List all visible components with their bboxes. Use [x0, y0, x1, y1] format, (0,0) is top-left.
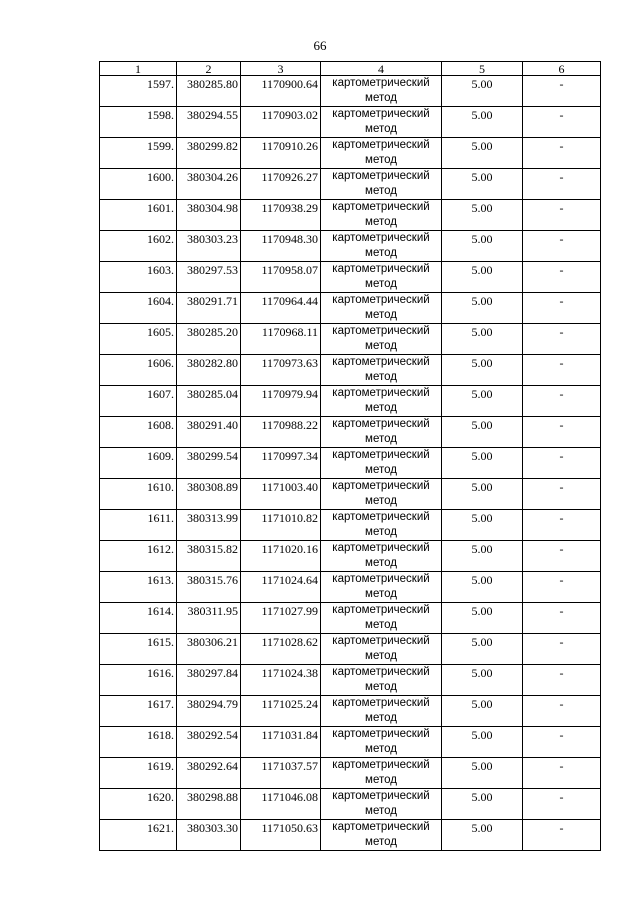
method-cell — [321, 696, 442, 727]
table-row — [100, 324, 601, 355]
method-cell — [321, 603, 442, 634]
accuracy-cell: 5.00 — [442, 262, 523, 293]
accuracy-cell: 5.00 — [442, 727, 523, 758]
x-coordinate-cell: 380282.80 — [177, 355, 241, 386]
x-coordinate-cell: 380297.84 — [177, 665, 241, 696]
method-line-1: картометрический — [332, 511, 430, 523]
note-cell: - — [523, 231, 601, 262]
method-line-1: картометрический — [332, 542, 430, 554]
point-number-cell: 1597. — [100, 76, 177, 107]
method-line-1: картометрический — [332, 480, 430, 492]
y-coordinate-cell: 1171028.62 — [241, 634, 321, 665]
accuracy-cell: 5.00 — [442, 386, 523, 417]
method-line-2: метод — [365, 464, 397, 476]
accuracy-cell: 5.00 — [442, 355, 523, 386]
method-line-2: метод — [365, 588, 397, 600]
method-line-2: метод — [365, 495, 397, 507]
method-cell — [321, 386, 442, 417]
accuracy-cell: 5.00 — [442, 820, 523, 851]
point-number-cell: 1614. — [100, 603, 177, 634]
x-coordinate-cell: 380298.88 — [177, 789, 241, 820]
method-line-1: картометрический — [332, 697, 430, 709]
method-line-2: метод — [365, 650, 397, 662]
table-row — [100, 386, 601, 417]
point-number-cell: 1612. — [100, 541, 177, 572]
note-cell: - — [523, 727, 601, 758]
x-coordinate-cell: 380294.55 — [177, 107, 241, 138]
accuracy-cell: 5.00 — [442, 572, 523, 603]
method-cell — [321, 417, 442, 448]
method-line-2: метод — [365, 340, 397, 352]
y-coordinate-cell: 1170979.94 — [241, 386, 321, 417]
table-row — [100, 262, 601, 293]
method-line-1: картометрический — [332, 418, 430, 430]
point-number-cell: 1617. — [100, 696, 177, 727]
y-coordinate-cell: 1171031.84 — [241, 727, 321, 758]
table-row — [100, 448, 601, 479]
y-coordinate-cell: 1171003.40 — [241, 479, 321, 510]
accuracy-cell: 5.00 — [442, 169, 523, 200]
method-line-1: картометрический — [332, 263, 430, 275]
table-row — [100, 541, 601, 572]
method-line-1: картометрический — [332, 139, 430, 151]
note-cell: - — [523, 293, 601, 324]
method-line-1: картометрический — [332, 635, 430, 647]
method-line-1: картометрический — [332, 77, 430, 89]
note-cell: - — [523, 541, 601, 572]
x-coordinate-cell: 380303.30 — [177, 820, 241, 851]
method-cell — [321, 479, 442, 510]
method-line-2: метод — [365, 433, 397, 445]
note-cell: - — [523, 417, 601, 448]
y-coordinate-cell: 1171037.57 — [241, 758, 321, 789]
y-coordinate-cell: 1171027.99 — [241, 603, 321, 634]
table-row — [100, 479, 601, 510]
y-coordinate-cell: 1171020.16 — [241, 541, 321, 572]
method-line-1: картометрический — [332, 294, 430, 306]
point-number-cell: 1599. — [100, 138, 177, 169]
method-cell — [321, 107, 442, 138]
y-coordinate-cell: 1170973.63 — [241, 355, 321, 386]
note-cell: - — [523, 76, 601, 107]
note-cell: - — [523, 169, 601, 200]
accuracy-cell: 5.00 — [442, 76, 523, 107]
method-cell — [321, 634, 442, 665]
method-cell — [321, 200, 442, 231]
table-row — [100, 107, 601, 138]
point-number-cell: 1609. — [100, 448, 177, 479]
table-row — [100, 696, 601, 727]
point-number-cell: 1613. — [100, 572, 177, 603]
y-coordinate-cell: 1170938.29 — [241, 200, 321, 231]
point-number-cell: 1600. — [100, 169, 177, 200]
accuracy-cell: 5.00 — [442, 231, 523, 262]
method-line-1: картометрический — [332, 356, 430, 368]
accuracy-cell: 5.00 — [442, 789, 523, 820]
x-coordinate-cell: 380306.21 — [177, 634, 241, 665]
column-header-6: 6 — [523, 62, 601, 76]
method-line-1: картометрический — [332, 666, 430, 678]
note-cell: - — [523, 262, 601, 293]
note-cell: - — [523, 138, 601, 169]
method-line-2: метод — [365, 836, 397, 848]
y-coordinate-cell: 1171046.08 — [241, 789, 321, 820]
accuracy-cell: 5.00 — [442, 417, 523, 448]
page-number: 66 — [313, 38, 327, 53]
method-cell — [321, 231, 442, 262]
method-cell — [321, 76, 442, 107]
method-cell — [321, 820, 442, 851]
accuracy-cell: 5.00 — [442, 510, 523, 541]
table-row — [100, 510, 601, 541]
method-cell — [321, 355, 442, 386]
accuracy-cell: 5.00 — [442, 634, 523, 665]
accuracy-cell: 5.00 — [442, 200, 523, 231]
method-line-1: картометрический — [332, 325, 430, 337]
x-coordinate-cell: 380285.04 — [177, 386, 241, 417]
x-coordinate-cell: 380308.89 — [177, 479, 241, 510]
y-coordinate-cell: 1170910.26 — [241, 138, 321, 169]
point-number-cell: 1607. — [100, 386, 177, 417]
method-line-2: метод — [365, 278, 397, 290]
coordinates-table — [99, 61, 601, 851]
note-cell: - — [523, 386, 601, 417]
note-cell: - — [523, 510, 601, 541]
y-coordinate-cell: 1170958.07 — [241, 262, 321, 293]
table-row — [100, 76, 601, 107]
point-number-cell: 1598. — [100, 107, 177, 138]
method-line-2: метод — [365, 681, 397, 693]
method-line-1: картометрический — [332, 604, 430, 616]
x-coordinate-cell: 380294.79 — [177, 696, 241, 727]
x-coordinate-cell: 380303.23 — [177, 231, 241, 262]
method-cell — [321, 138, 442, 169]
accuracy-cell: 5.00 — [442, 293, 523, 324]
x-coordinate-cell: 380299.82 — [177, 138, 241, 169]
note-cell: - — [523, 107, 601, 138]
table-row — [100, 603, 601, 634]
accuracy-cell: 5.00 — [442, 758, 523, 789]
column-header-4: 4 — [321, 62, 442, 76]
method-line-2: метод — [365, 774, 397, 786]
table-row — [100, 665, 601, 696]
accuracy-cell: 5.00 — [442, 138, 523, 169]
method-cell — [321, 789, 442, 820]
method-line-1: картометрический — [332, 108, 430, 120]
method-line-2: метод — [365, 247, 397, 259]
point-number-cell: 1619. — [100, 758, 177, 789]
point-number-cell: 1608. — [100, 417, 177, 448]
column-header-2: 2 — [177, 62, 241, 76]
column-header-1: 1 — [100, 62, 177, 76]
accuracy-cell: 5.00 — [442, 448, 523, 479]
note-cell: - — [523, 789, 601, 820]
x-coordinate-cell: 380292.64 — [177, 758, 241, 789]
x-coordinate-cell: 380304.98 — [177, 200, 241, 231]
column-header-5: 5 — [442, 62, 523, 76]
method-line-2: метод — [365, 309, 397, 321]
point-number-cell: 1606. — [100, 355, 177, 386]
header-row — [100, 62, 601, 76]
point-number-cell: 1610. — [100, 479, 177, 510]
table-row — [100, 634, 601, 665]
method-line-2: метод — [365, 402, 397, 414]
y-coordinate-cell: 1171050.63 — [241, 820, 321, 851]
y-coordinate-cell: 1170964.44 — [241, 293, 321, 324]
y-coordinate-cell: 1170903.02 — [241, 107, 321, 138]
method-line-2: метод — [365, 185, 397, 197]
y-coordinate-cell: 1171010.82 — [241, 510, 321, 541]
method-line-2: метод — [365, 805, 397, 817]
point-number-cell: 1605. — [100, 324, 177, 355]
method-cell — [321, 169, 442, 200]
note-cell: - — [523, 355, 601, 386]
x-coordinate-cell: 380315.76 — [177, 572, 241, 603]
column-header-3: 3 — [241, 62, 321, 76]
table-row — [100, 200, 601, 231]
point-number-cell: 1601. — [100, 200, 177, 231]
table-row — [100, 727, 601, 758]
note-cell: - — [523, 820, 601, 851]
table-row — [100, 293, 601, 324]
table-row — [100, 758, 601, 789]
point-number-cell: 1616. — [100, 665, 177, 696]
table-row — [100, 138, 601, 169]
method-line-2: метод — [365, 526, 397, 538]
method-line-2: метод — [365, 743, 397, 755]
note-cell: - — [523, 758, 601, 789]
method-line-1: картометрический — [332, 387, 430, 399]
method-cell — [321, 293, 442, 324]
x-coordinate-cell: 380285.80 — [177, 76, 241, 107]
table-row — [100, 572, 601, 603]
note-cell: - — [523, 572, 601, 603]
x-coordinate-cell: 380313.99 — [177, 510, 241, 541]
point-number-cell: 1603. — [100, 262, 177, 293]
table-row — [100, 355, 601, 386]
method-line-2: метод — [365, 712, 397, 724]
accuracy-cell: 5.00 — [442, 603, 523, 634]
note-cell: - — [523, 200, 601, 231]
y-coordinate-cell: 1171025.24 — [241, 696, 321, 727]
method-line-1: картометрический — [332, 790, 430, 802]
x-coordinate-cell: 380311.95 — [177, 603, 241, 634]
point-number-cell: 1618. — [100, 727, 177, 758]
note-cell: - — [523, 324, 601, 355]
y-coordinate-cell: 1170926.27 — [241, 169, 321, 200]
method-line-1: картометрический — [332, 573, 430, 585]
method-line-2: метод — [365, 619, 397, 631]
method-line-1: картометрический — [332, 759, 430, 771]
x-coordinate-cell: 380299.54 — [177, 448, 241, 479]
method-line-1: картометрический — [332, 449, 430, 461]
note-cell: - — [523, 634, 601, 665]
accuracy-cell: 5.00 — [442, 324, 523, 355]
accuracy-cell: 5.00 — [442, 541, 523, 572]
y-coordinate-cell: 1171024.64 — [241, 572, 321, 603]
point-number-cell: 1621. — [100, 820, 177, 851]
point-number-cell: 1604. — [100, 293, 177, 324]
x-coordinate-cell: 380291.40 — [177, 417, 241, 448]
table-row — [100, 231, 601, 262]
accuracy-cell: 5.00 — [442, 107, 523, 138]
note-cell: - — [523, 603, 601, 634]
x-coordinate-cell: 380292.54 — [177, 727, 241, 758]
method-line-2: метод — [365, 371, 397, 383]
x-coordinate-cell: 380315.82 — [177, 541, 241, 572]
method-cell — [321, 510, 442, 541]
method-cell — [321, 758, 442, 789]
method-line-2: метод — [365, 123, 397, 135]
method-cell — [321, 572, 442, 603]
y-coordinate-cell: 1170900.64 — [241, 76, 321, 107]
x-coordinate-cell: 380291.71 — [177, 293, 241, 324]
note-cell: - — [523, 696, 601, 727]
table-row — [100, 169, 601, 200]
method-cell — [321, 665, 442, 696]
accuracy-cell: 5.00 — [442, 665, 523, 696]
method-line-2: метод — [365, 216, 397, 228]
table-row — [100, 417, 601, 448]
y-coordinate-cell: 1171024.38 — [241, 665, 321, 696]
point-number-cell: 1611. — [100, 510, 177, 541]
x-coordinate-cell: 380297.53 — [177, 262, 241, 293]
x-coordinate-cell: 380285.20 — [177, 324, 241, 355]
method-cell — [321, 448, 442, 479]
note-cell: - — [523, 479, 601, 510]
note-cell: - — [523, 448, 601, 479]
table-row — [100, 789, 601, 820]
method-cell — [321, 262, 442, 293]
point-number-cell: 1615. — [100, 634, 177, 665]
method-line-1: картометрический — [332, 201, 430, 213]
method-line-1: картометрический — [332, 170, 430, 182]
method-cell — [321, 324, 442, 355]
point-number-cell: 1620. — [100, 789, 177, 820]
note-cell: - — [523, 665, 601, 696]
method-cell — [321, 541, 442, 572]
y-coordinate-cell: 1170968.11 — [241, 324, 321, 355]
accuracy-cell: 5.00 — [442, 479, 523, 510]
method-line-2: метод — [365, 92, 397, 104]
accuracy-cell: 5.00 — [442, 696, 523, 727]
method-cell — [321, 727, 442, 758]
method-line-2: метод — [365, 154, 397, 166]
point-number-cell: 1602. — [100, 231, 177, 262]
table-row — [100, 820, 601, 851]
x-coordinate-cell: 380304.26 — [177, 169, 241, 200]
y-coordinate-cell: 1170997.34 — [241, 448, 321, 479]
method-line-1: картометрический — [332, 821, 430, 833]
method-line-2: метод — [365, 557, 397, 569]
method-line-1: картометрический — [332, 728, 430, 740]
method-line-1: картометрический — [332, 232, 430, 244]
y-coordinate-cell: 1170988.22 — [241, 417, 321, 448]
y-coordinate-cell: 1170948.30 — [241, 231, 321, 262]
